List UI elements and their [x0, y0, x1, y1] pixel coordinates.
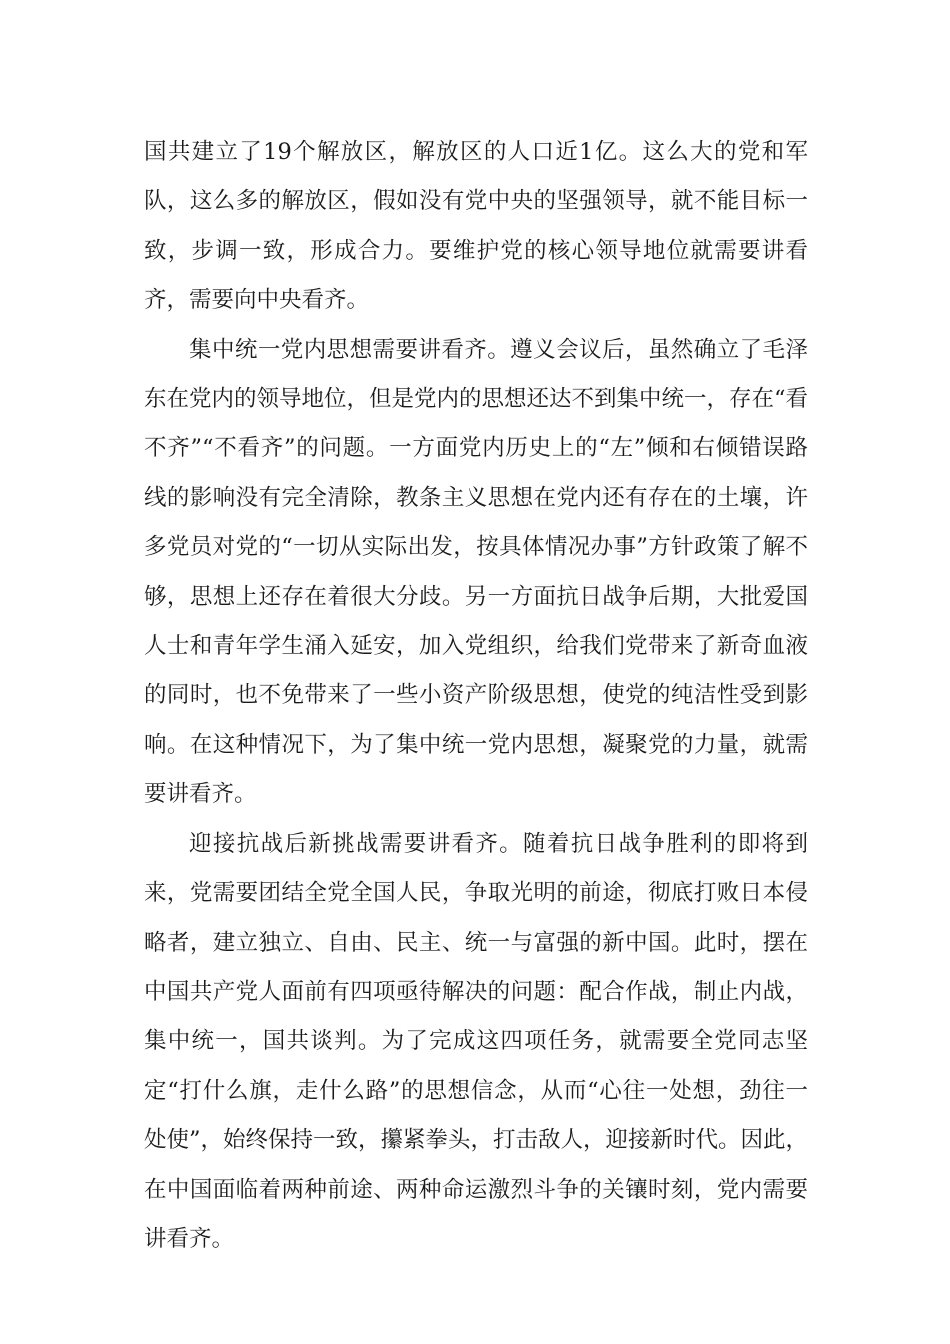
document-body — [144, 128, 808, 1264]
paragraph-new-challenge: 迎接抗战后新挑战需要讲看齐。随着抗日战争胜利的即将到来，党需要团结全党全国人民，争取光明的前途，彻底打败日本侵略者，建立独立、自由、民主、统一与富强的新中国。此时，摆在中国共产党人面前有四项亟待解决的问题：配合作战，制止内战，集中统一，国共谈判。为了完成这四项任务，就需要全党同志坚定“打什么旗，走什么路”的思想信念，从而“心往一处想，劲往一处使”，始终保持一致，攥紧拳头，打击敌人，迎接新时代。因此，在中国面临着两种前途、两种命运激烈斗争的关镶时刻，党内需要讲看齐。 — [144, 830, 809, 1252]
paragraph-unify-thought: 集中统一党内思想需要讲看齐。遵义会议后，虽然确立了毛泽东在党内的领导地位，但是党内的思想还达不到集中统一，存在“看不齐”“不看齐”的问题。一方面党内历史上的“左”倾和右倾错误路线的影响没有完全清除，教条主义思想在党内还有存在的土壤，许多党员对党的“一切从实际出发，按具体情况办事”方针政策了解不够，思想上还存在着很大分歧。另一方面抗日战争后期，大批爱国人士和青年学生涌入延安，加入党组织，给我们党带来了新奇血液的同时，也不免带来了一些小资产阶级思想，使党的纯洁性受到影响。在这种情况下，为了集中统一党内思想，凝聚党的力量，就需要讲看齐。 — [144, 336, 809, 808]
paragraph-continuation: 国共建立了19个解放区，解放区的人口近1亿。这么大的党和军队，这么多的解放区，假如没有党中央的坚强领导，就不能目标一致，步调一致，形成合力。要维护党的核心领导地位就需要讲看齐，需要向中央看齐。 — [144, 139, 808, 314]
